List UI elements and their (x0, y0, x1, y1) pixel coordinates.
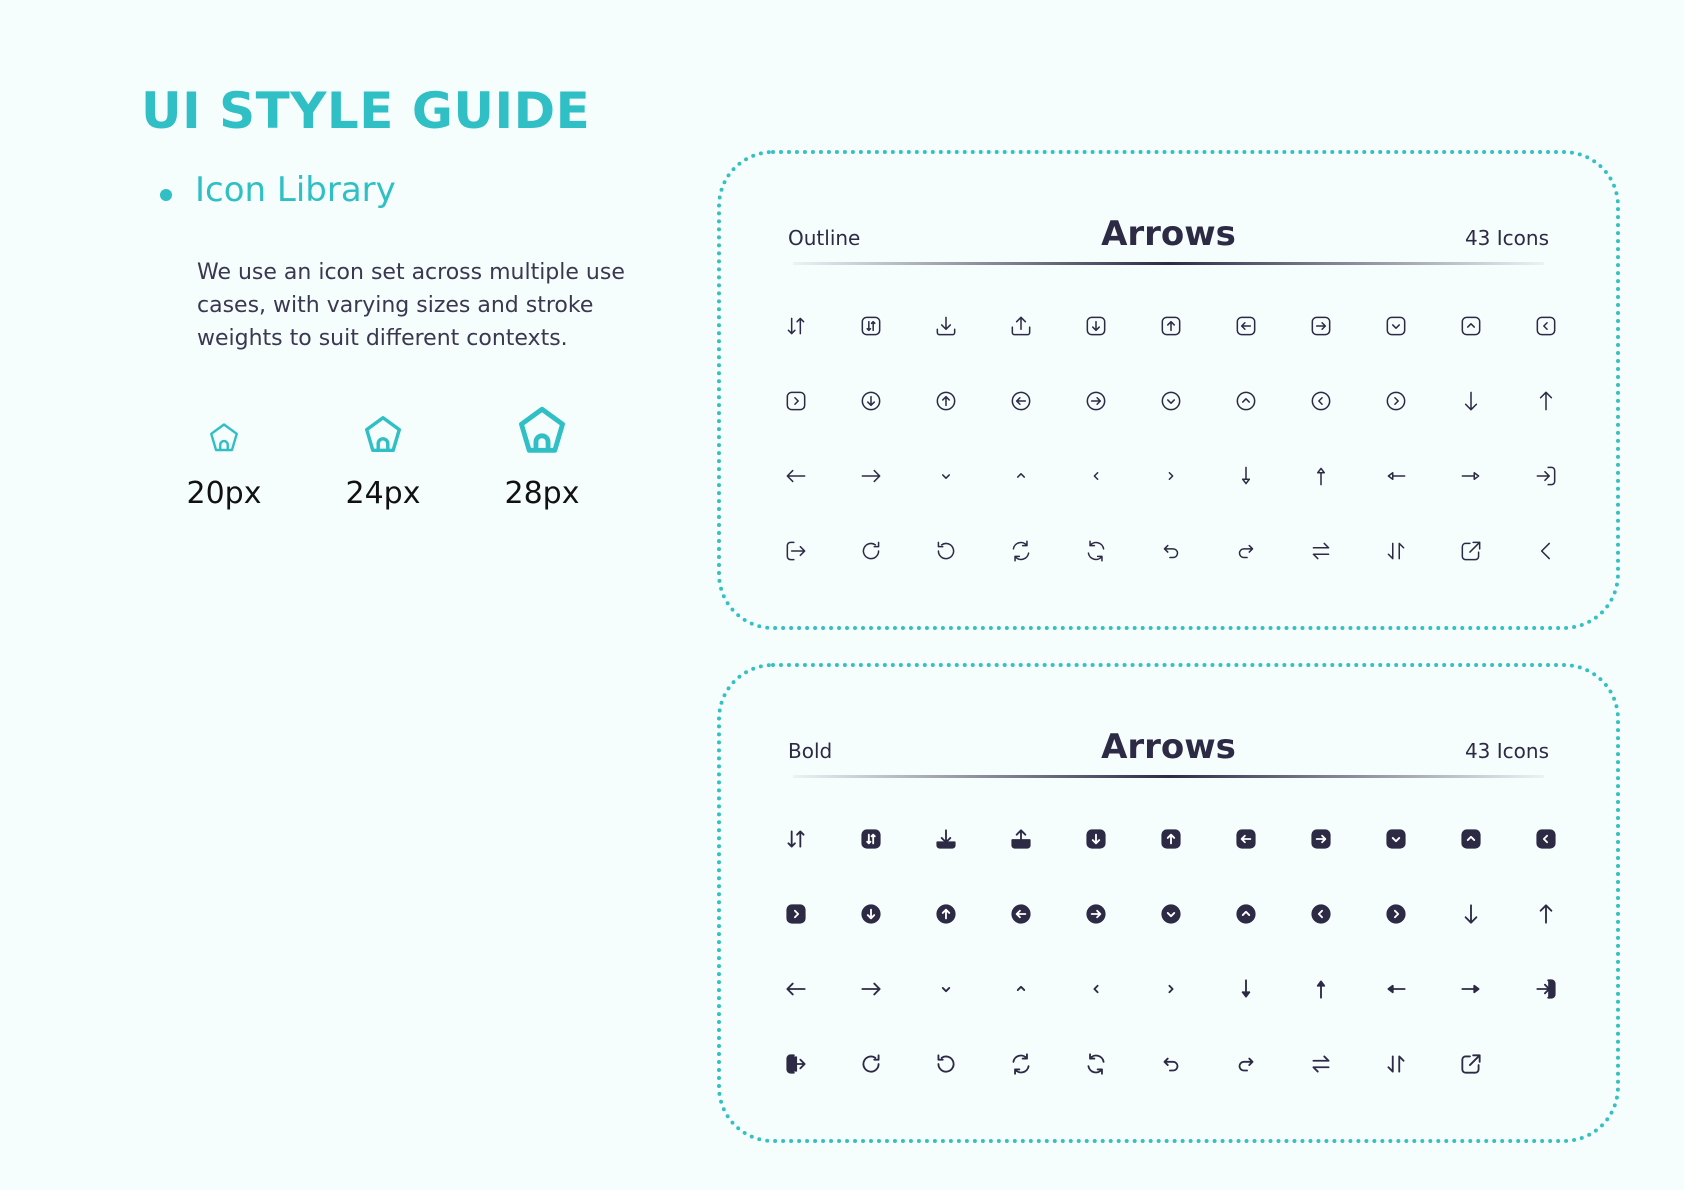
square-arrow-left-icon (1226, 819, 1266, 859)
circle-arrow-up-icon (926, 894, 966, 934)
circle-chevron-up-icon (1226, 894, 1266, 934)
square-chevron-left-icon (1526, 306, 1566, 346)
circle-arrow-right-icon (1076, 381, 1116, 421)
square-arrows-up-down-icon (851, 306, 891, 346)
arrow-left-icon (776, 456, 816, 496)
square-arrow-right-icon (1301, 306, 1341, 346)
square-chevron-up-icon (1451, 306, 1491, 346)
square-chevron-down-icon (1376, 306, 1416, 346)
panel-icon-count: 43 Icons (1464, 226, 1549, 250)
square-chevron-right-icon (776, 381, 816, 421)
home-icon (360, 412, 406, 458)
chevron-down-icon (926, 456, 966, 496)
panel-divider (793, 262, 1544, 265)
panel-icon-count: 43 Icons (1464, 739, 1549, 763)
panel-title: Arrows (1101, 214, 1236, 254)
chevron-left-icon (1526, 531, 1566, 571)
logout-icon (776, 531, 816, 571)
arrows-up-down-icon (776, 306, 816, 346)
square-arrow-up-icon (1151, 819, 1191, 859)
refresh-alt-icon (1076, 1044, 1116, 1084)
size-label: 20px (186, 476, 262, 511)
chevron-left-small-icon (1076, 456, 1116, 496)
description-text: We use an icon set across multiple use cases, with varying sizes and stroke weights to suit different contexts. (197, 260, 625, 351)
section-title: Icon Library (195, 170, 396, 210)
rotate-cw-icon (851, 1044, 891, 1084)
circle-arrow-up-icon (926, 381, 966, 421)
swap-vertical-icon (1376, 1044, 1416, 1084)
size-label: 28px (504, 476, 580, 511)
arrow-left-icon (776, 969, 816, 1009)
undo-icon (1151, 1044, 1191, 1084)
size-sample-20 (174, 420, 274, 511)
circle-arrow-left-icon (1001, 894, 1041, 934)
rotate-ccw-icon (926, 1044, 966, 1084)
size-sample-24 (333, 412, 433, 511)
upload-share-icon (1001, 819, 1041, 859)
arrow-up-icon (1526, 381, 1566, 421)
rotate-ccw-icon (926, 531, 966, 571)
circle-chevron-right-icon (1376, 894, 1416, 934)
square-arrows-up-down-icon (851, 819, 891, 859)
circle-arrow-right-icon (1076, 894, 1116, 934)
panel-style-label: Outline (788, 226, 861, 250)
circle-chevron-right-icon (1376, 381, 1416, 421)
pin-arrow-up-icon (1301, 456, 1341, 496)
circle-arrow-left-icon (1001, 381, 1041, 421)
circle-chevron-down-icon (1151, 381, 1191, 421)
refresh-icon (1001, 1044, 1041, 1084)
circle-chevron-left-icon (1301, 894, 1341, 934)
home-icon (206, 420, 242, 456)
swap-horizontal-icon (1301, 1044, 1341, 1084)
circle-chevron-down-icon (1151, 894, 1191, 934)
outline-arrows-panel (717, 150, 1620, 630)
square-arrow-up-icon (1151, 306, 1191, 346)
chevron-up-icon (1001, 969, 1041, 1009)
circle-arrow-down-icon (851, 381, 891, 421)
square-arrow-left-icon (1226, 306, 1266, 346)
home-icon (513, 402, 571, 460)
chevron-down-icon (926, 969, 966, 1009)
rotate-cw-icon (851, 531, 891, 571)
pin-arrow-right-icon (1451, 456, 1491, 496)
chevron-up-icon (1001, 456, 1041, 496)
pin-arrow-left-icon (1376, 969, 1416, 1009)
swap-horizontal-icon (1301, 531, 1341, 571)
page-title: UI STYLE GUIDE (141, 82, 591, 140)
bold-arrows-panel (717, 663, 1620, 1143)
logout-icon (776, 1044, 816, 1084)
redo-icon (1226, 531, 1266, 571)
chevron-right-small-icon (1151, 456, 1191, 496)
swap-vertical-icon (1376, 531, 1416, 571)
refresh-icon (1001, 531, 1041, 571)
size-sample-28 (492, 402, 592, 511)
chevron-left-small-icon (1076, 969, 1116, 1009)
square-arrow-down-icon (1076, 819, 1116, 859)
chevron-right-small-icon (1151, 969, 1191, 1009)
panel-divider (793, 775, 1544, 778)
square-arrow-right-icon (1301, 819, 1341, 859)
pin-arrow-left-icon (1376, 456, 1416, 496)
undo-icon (1151, 531, 1191, 571)
refresh-alt-icon (1076, 531, 1116, 571)
square-chevron-up-icon (1451, 819, 1491, 859)
arrow-right-icon (851, 969, 891, 1009)
login-icon (1526, 969, 1566, 1009)
circle-arrow-down-icon (851, 894, 891, 934)
bullet-dot (160, 189, 172, 201)
arrow-up-icon (1526, 894, 1566, 934)
arrow-down-icon (1451, 894, 1491, 934)
size-label: 24px (345, 476, 421, 511)
panel-style-label: Bold (788, 739, 833, 763)
arrow-right-icon (851, 456, 891, 496)
external-link-icon (1451, 531, 1491, 571)
square-chevron-right-icon (776, 894, 816, 934)
arrow-down-icon (1451, 381, 1491, 421)
external-link-icon (1451, 1044, 1491, 1084)
circle-chevron-left-icon (1301, 381, 1341, 421)
panel-title: Arrows (1101, 727, 1236, 767)
pin-arrow-right-icon (1451, 969, 1491, 1009)
square-chevron-left-icon (1526, 819, 1566, 859)
circle-chevron-up-icon (1226, 381, 1266, 421)
upload-share-icon (1001, 306, 1041, 346)
login-icon (1526, 456, 1566, 496)
download-icon (926, 819, 966, 859)
arrows-up-down-icon (776, 819, 816, 859)
square-chevron-down-icon (1376, 819, 1416, 859)
pin-arrow-down-icon (1226, 969, 1266, 1009)
redo-icon (1226, 1044, 1266, 1084)
square-arrow-down-icon (1076, 306, 1116, 346)
download-icon (926, 306, 966, 346)
pin-arrow-up-icon (1301, 969, 1341, 1009)
pin-arrow-down-icon (1226, 456, 1266, 496)
